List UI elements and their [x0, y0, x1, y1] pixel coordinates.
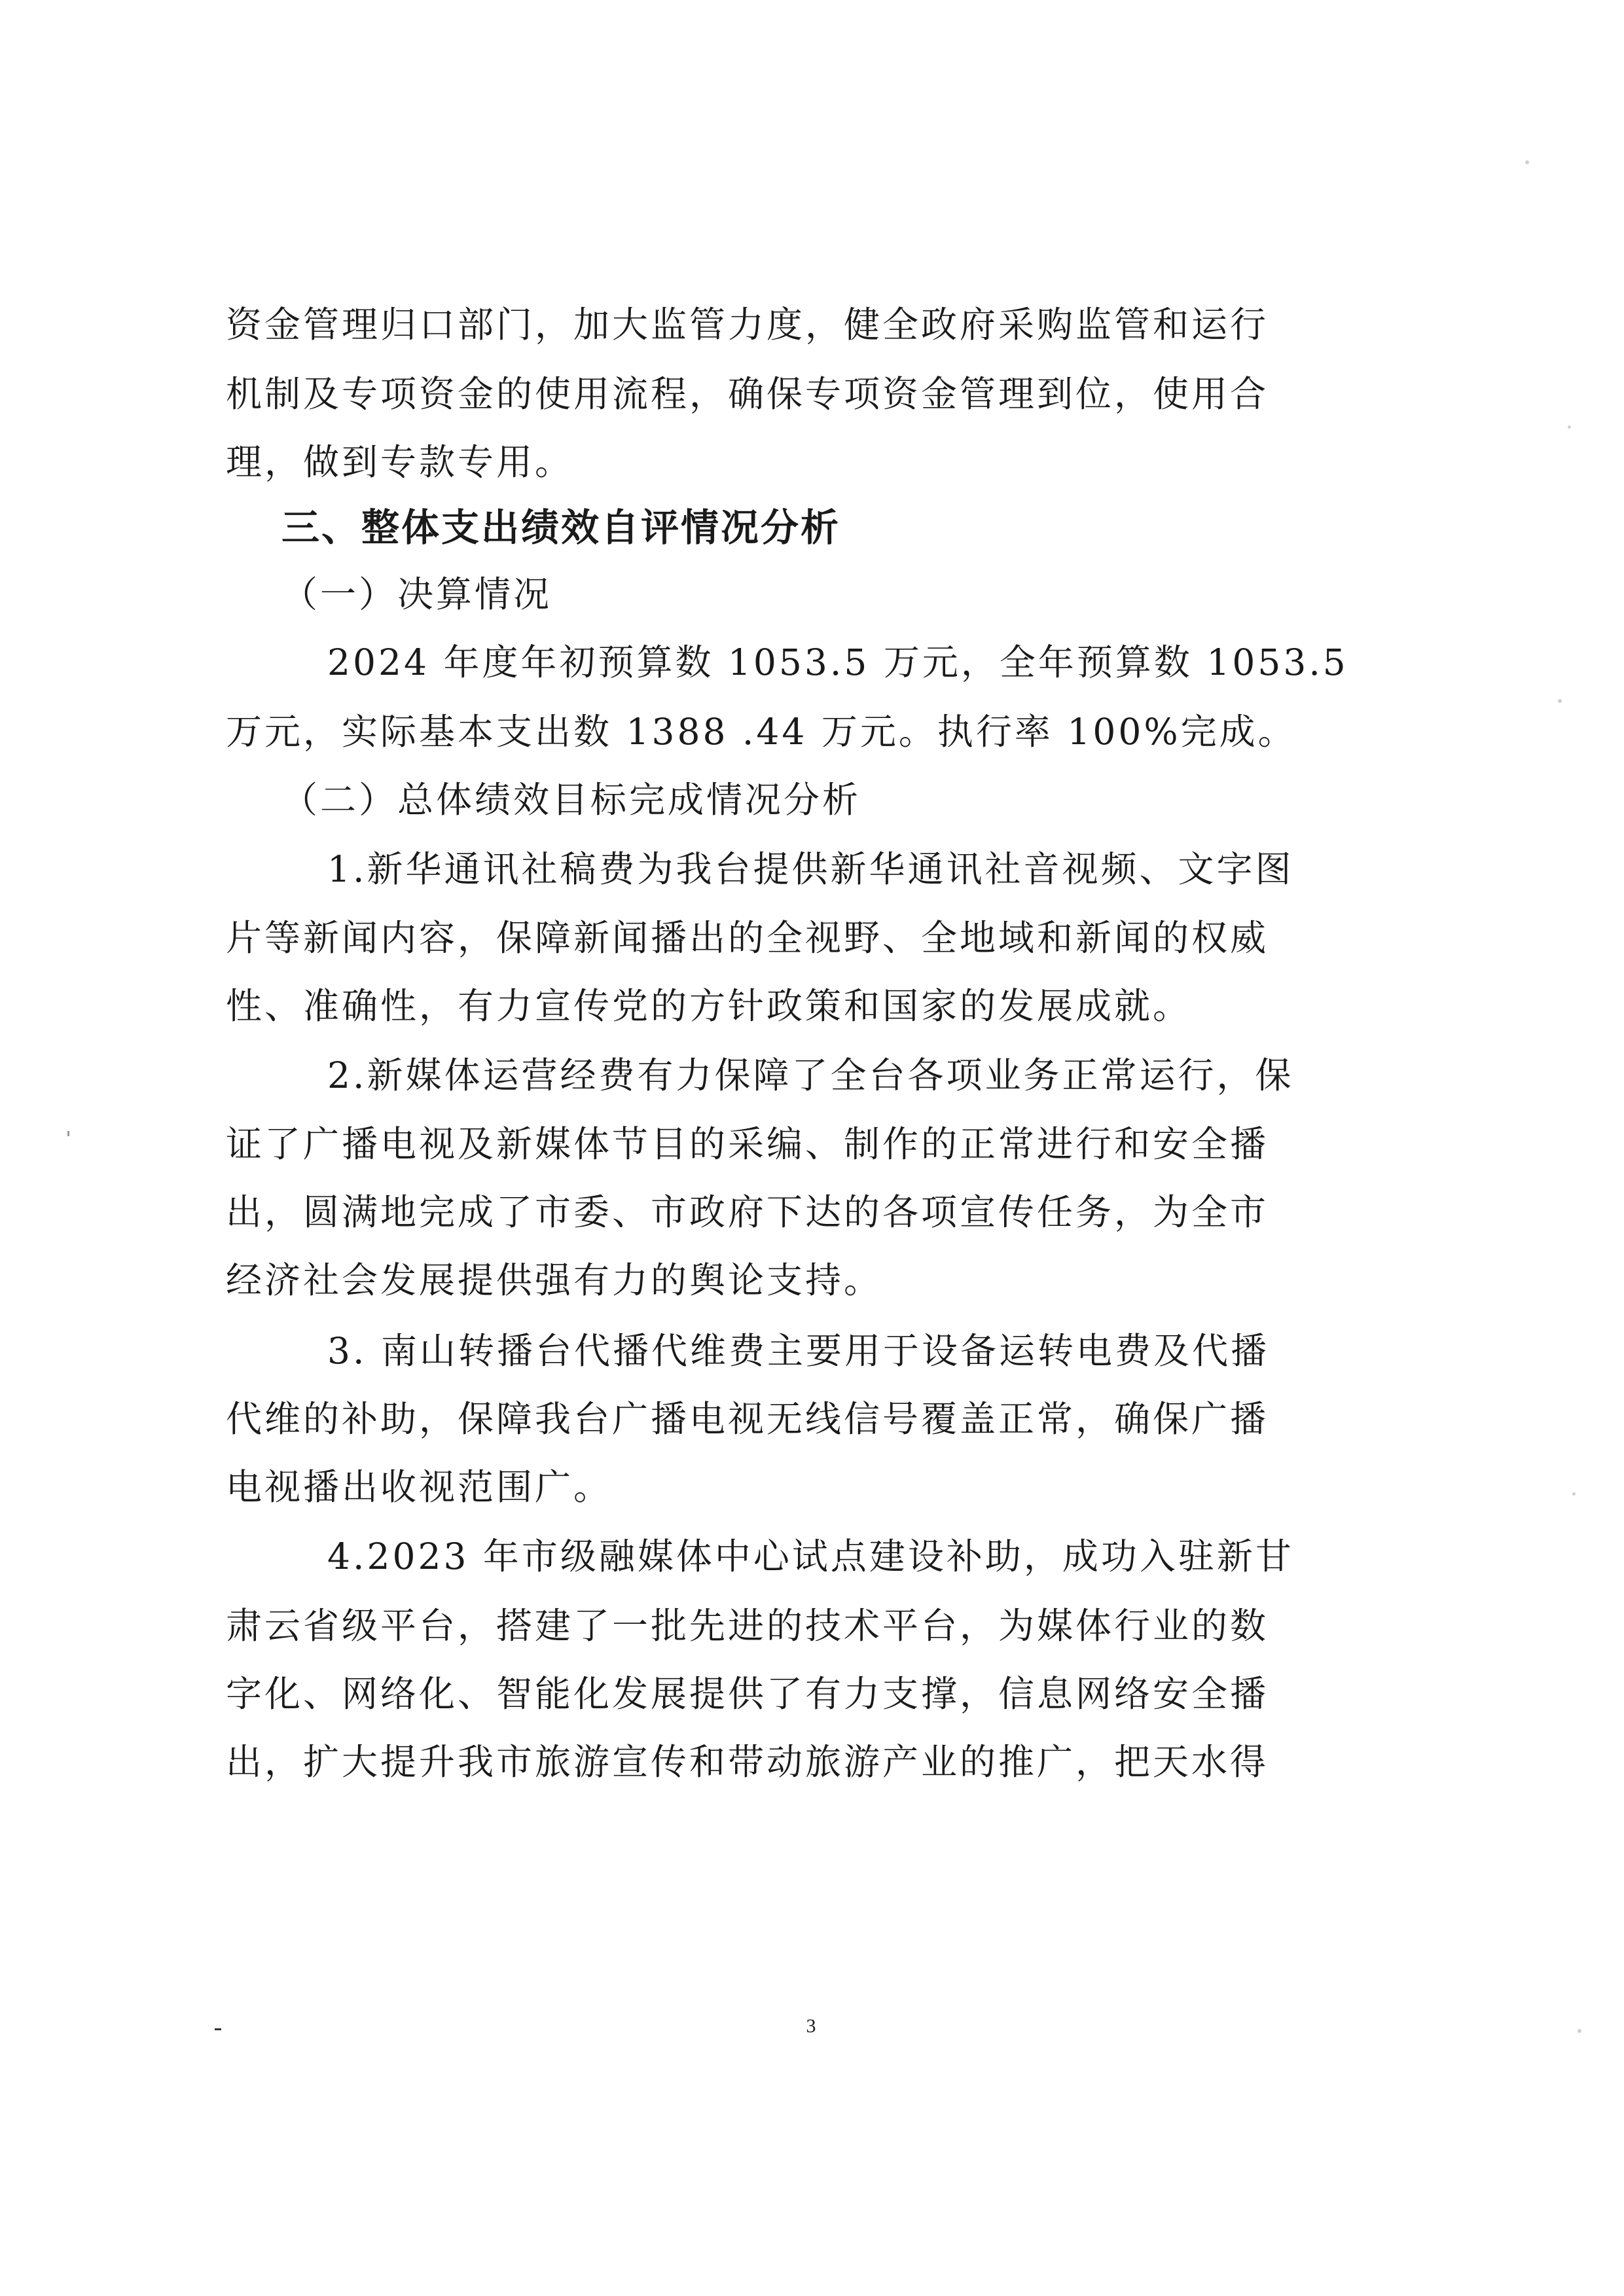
item-1-line-2: 片等新闻内容，保障新闻播出的全视野、全地域和新闻的权威 — [226, 917, 1269, 959]
scan-mark — [67, 1131, 69, 1136]
item-2-line-3: 出，圆满地完成了市委、市政府下达的各项宣传任务，为全市 — [226, 1191, 1269, 1233]
item-1-line-1: 1.新华通讯社稿费为我台提供新华通讯社音视频、文字图 — [327, 848, 1294, 890]
body-line-budget-2: 万元，实际基本支出数 1388 .44 万元。执行率 100%完成。 — [226, 711, 1297, 753]
item-3-line-3: 电视播出收视范围广。 — [226, 1466, 613, 1508]
item-3-line-2: 代维的补助，保障我台广播电视无线信号覆盖正常，确保广播 — [226, 1398, 1269, 1440]
body-line-1: 资金管理归口部门，加大监管力度，健全政府采购监管和运行 — [226, 304, 1269, 346]
scan-speck — [1568, 425, 1571, 429]
scan-speck — [1558, 699, 1562, 703]
subsection-heading-1: （一）决算情况 — [281, 573, 552, 615]
item-4-line-3: 字化、网络化、智能化发展提供了有力支撑，信息网络安全播 — [226, 1673, 1269, 1715]
item-4-line-1: 4.2023 年市级融媒体中心试点建设补助，成功入驻新甘 — [327, 1535, 1294, 1577]
item-4-line-4: 出，扩大提升我市旅游宣传和带动旅游产业的推广，把天水得 — [226, 1741, 1269, 1783]
section-heading: 三、整体支出绩效自评情况分析 — [281, 505, 841, 550]
body-line-budget-1: 2024 年度年初预算数 1053.5 万元，全年预算数 1053.5 — [327, 641, 1348, 683]
item-1-line-3: 性、准确性，有力宣传党的方针政策和国家的发展成就。 — [226, 985, 1192, 1027]
subsection-heading-2: （二）总体绩效目标完成情况分析 — [281, 779, 861, 821]
page-number: 3 — [806, 2015, 816, 2037]
scan-speck — [1525, 160, 1529, 164]
body-line-3: 理，做到专款专用。 — [226, 441, 574, 483]
item-2-line-4: 经济社会发展提供强有力的舆论支持。 — [226, 1259, 883, 1301]
item-2-line-1: 2.新媒体运营经费有力保障了全台各项业务正常运行，保 — [327, 1054, 1294, 1096]
item-3-line-1: 3. 南山转播台代播代维费主要用于设备运转电费及代播 — [327, 1330, 1269, 1372]
scan-speck — [1572, 1492, 1576, 1496]
scan-mark — [215, 2028, 221, 2030]
scan-speck — [1578, 2029, 1581, 2033]
body-line-2: 机制及专项资金的使用流程，确保专项资金管理到位，使用合 — [226, 373, 1269, 415]
item-2-line-2: 证了广播电视及新媒体节目的采编、制作的正常进行和安全播 — [226, 1123, 1269, 1165]
item-4-line-2: 肃云省级平台，搭建了一批先进的技术平台，为媒体行业的数 — [226, 1605, 1269, 1647]
